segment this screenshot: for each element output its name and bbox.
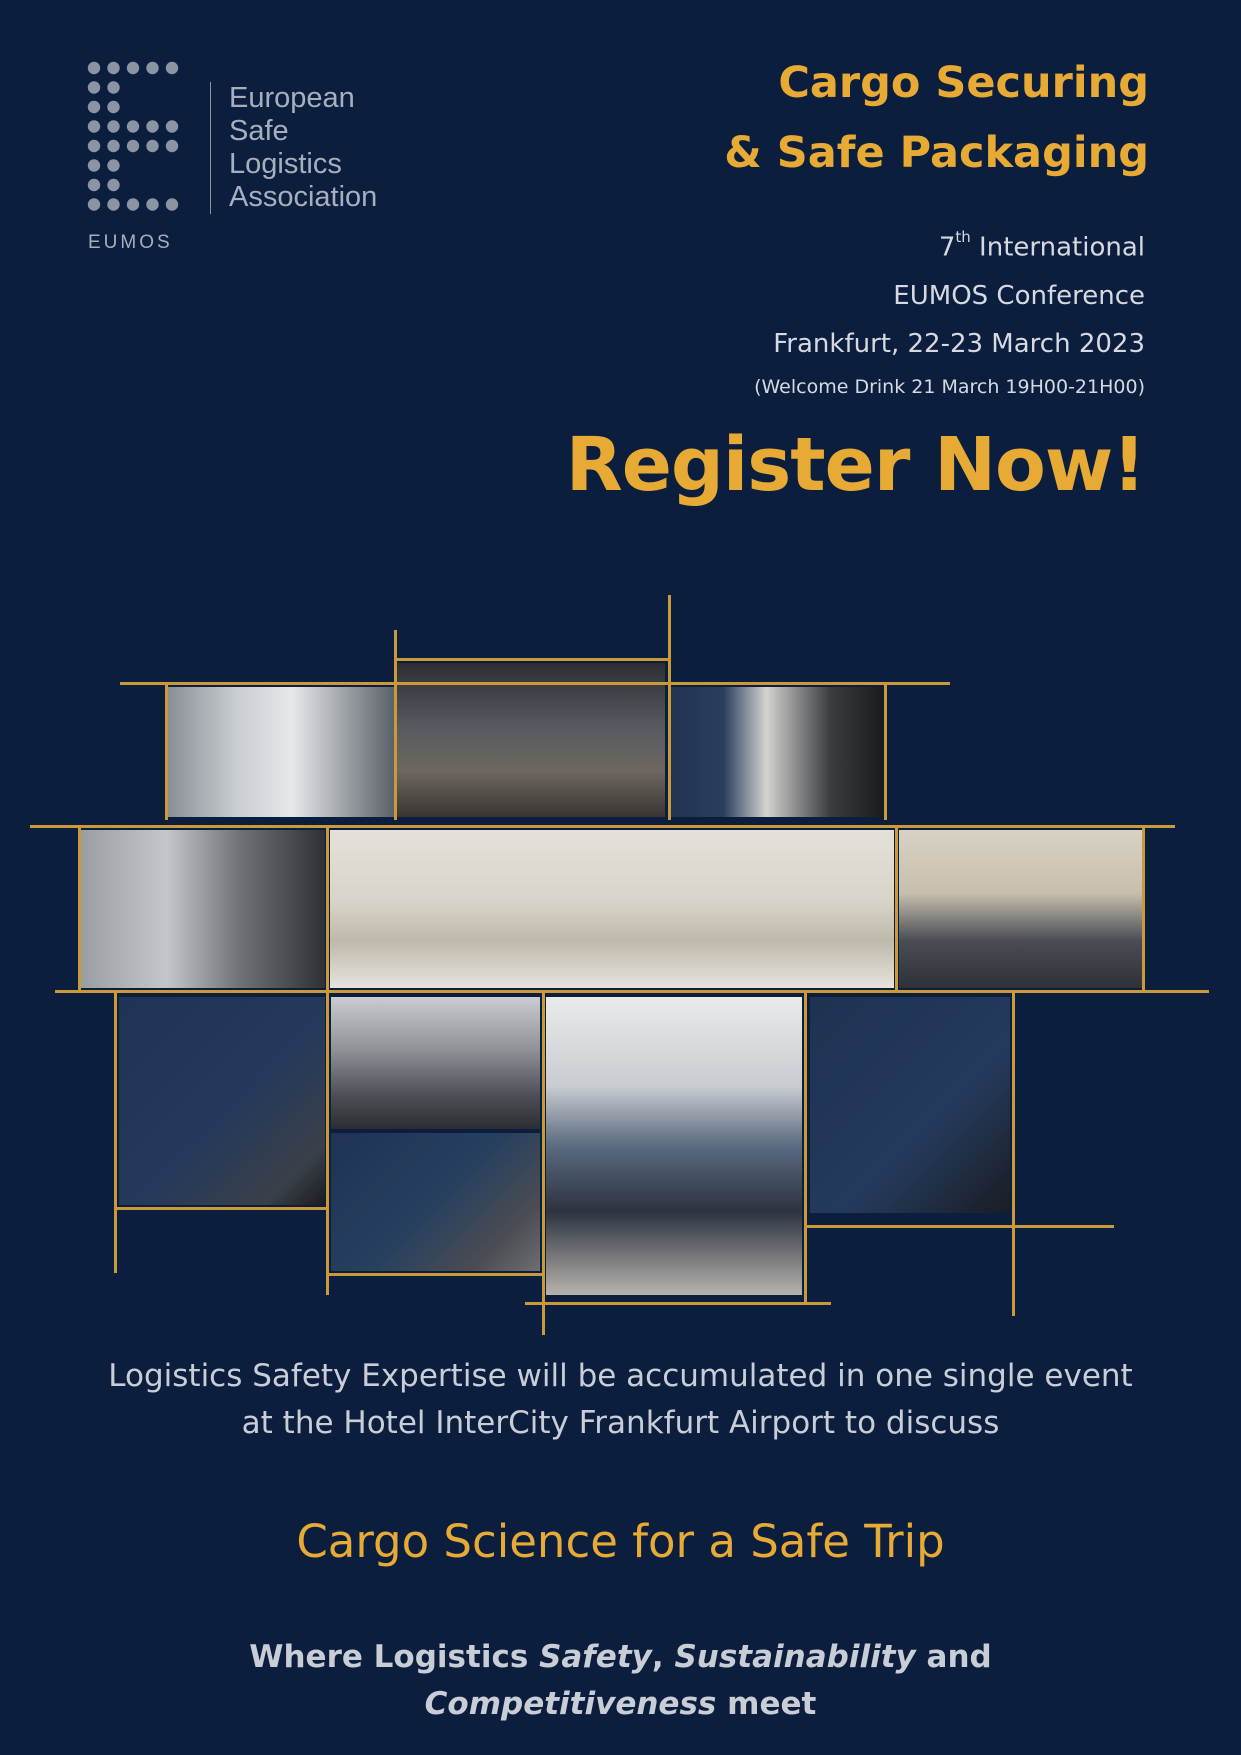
- closing-competitiveness: Competitiveness: [424, 1686, 717, 1722]
- title-line-1: Cargo Securing: [778, 58, 1149, 108]
- photo-audience-hall: [397, 663, 665, 817]
- conference-place-date: Frankfurt, 22-23 March 2023: [773, 329, 1145, 359]
- frame-line: [804, 990, 807, 1302]
- closing-meet: meet: [716, 1686, 817, 1722]
- photo-group-portrait-columns: [546, 997, 802, 1295]
- closing-sustainability: Sustainability: [674, 1639, 916, 1675]
- frame-line: [326, 990, 329, 1295]
- photo-speaker-slide-middle: [331, 1133, 540, 1271]
- logo-word-1: European: [229, 82, 355, 114]
- closing-line-2: [0, 1686, 1241, 1722]
- frame-line: [326, 825, 329, 990]
- frame-line: [394, 630, 397, 820]
- frame-line: [525, 1302, 831, 1305]
- frame-line: [55, 990, 1209, 993]
- frame-line: [542, 990, 545, 1335]
- edition-number: 7: [938, 232, 956, 263]
- frame-line: [1142, 825, 1145, 990]
- photo-queue-ribbon: [81, 830, 325, 988]
- photo-collage: [0, 595, 1241, 1345]
- eumos-logo: [86, 60, 406, 260]
- frame-line: [1012, 990, 1015, 1316]
- conference-name: EUMOS Conference: [893, 281, 1145, 311]
- photo-speaker-podium: [670, 687, 884, 817]
- photo-panelist-microphone: [331, 997, 540, 1129]
- description-line-1: Logistics Safety Expertise will be accumulated in one single event: [108, 1358, 1133, 1394]
- edition-rest: International: [970, 232, 1145, 263]
- closing-and: and: [915, 1639, 992, 1675]
- frame-line: [30, 825, 1175, 828]
- frame-line: [114, 1207, 326, 1210]
- tagline: Cargo Science for a Safe Trip: [296, 1515, 945, 1568]
- frame-line: [114, 990, 117, 1273]
- photo-staircase-lobby: [168, 687, 394, 817]
- logo-word-3: Logistics: [229, 148, 342, 180]
- frame-line: [165, 682, 168, 820]
- closing-line-1: [0, 1639, 1241, 1675]
- logo-divider: [210, 82, 211, 214]
- photo-speaker-slide-right: [810, 997, 1010, 1213]
- photo-award-group: [899, 830, 1142, 988]
- welcome-drink-note: (Welcome Drink 21 March 19H00-21H00): [754, 376, 1145, 398]
- frame-line: [804, 1225, 1114, 1228]
- logo-word-4: Association: [229, 181, 378, 213]
- frame-line: [120, 682, 950, 685]
- frame-line: [668, 595, 671, 820]
- description-line-2: at the Hotel InterCity Frankfurt Airport to discuss: [241, 1405, 1000, 1441]
- edition-suffix: th: [955, 228, 971, 246]
- logo-acronym: EUMOS: [88, 232, 173, 253]
- conference-edition: [938, 228, 1145, 263]
- closing-safety: Safety: [539, 1639, 652, 1675]
- frame-line: [884, 682, 887, 820]
- closing-comma: ,: [651, 1639, 675, 1675]
- title-line-2: & Safe Packaging: [724, 128, 1149, 178]
- frame-line: [394, 658, 670, 661]
- closing-lead: Where Logistics: [249, 1639, 540, 1675]
- photo-empty-ballroom: [330, 830, 894, 988]
- dotted-e-logo-icon: [86, 60, 186, 220]
- frame-line: [78, 825, 81, 990]
- logo-word-2: Safe: [229, 115, 289, 147]
- frame-line: [895, 825, 898, 990]
- logo-wordmark: [229, 82, 377, 214]
- register-now-heading: Register Now!: [565, 422, 1145, 508]
- frame-line: [326, 1273, 542, 1276]
- photo-speaker-slide-left: [119, 997, 325, 1205]
